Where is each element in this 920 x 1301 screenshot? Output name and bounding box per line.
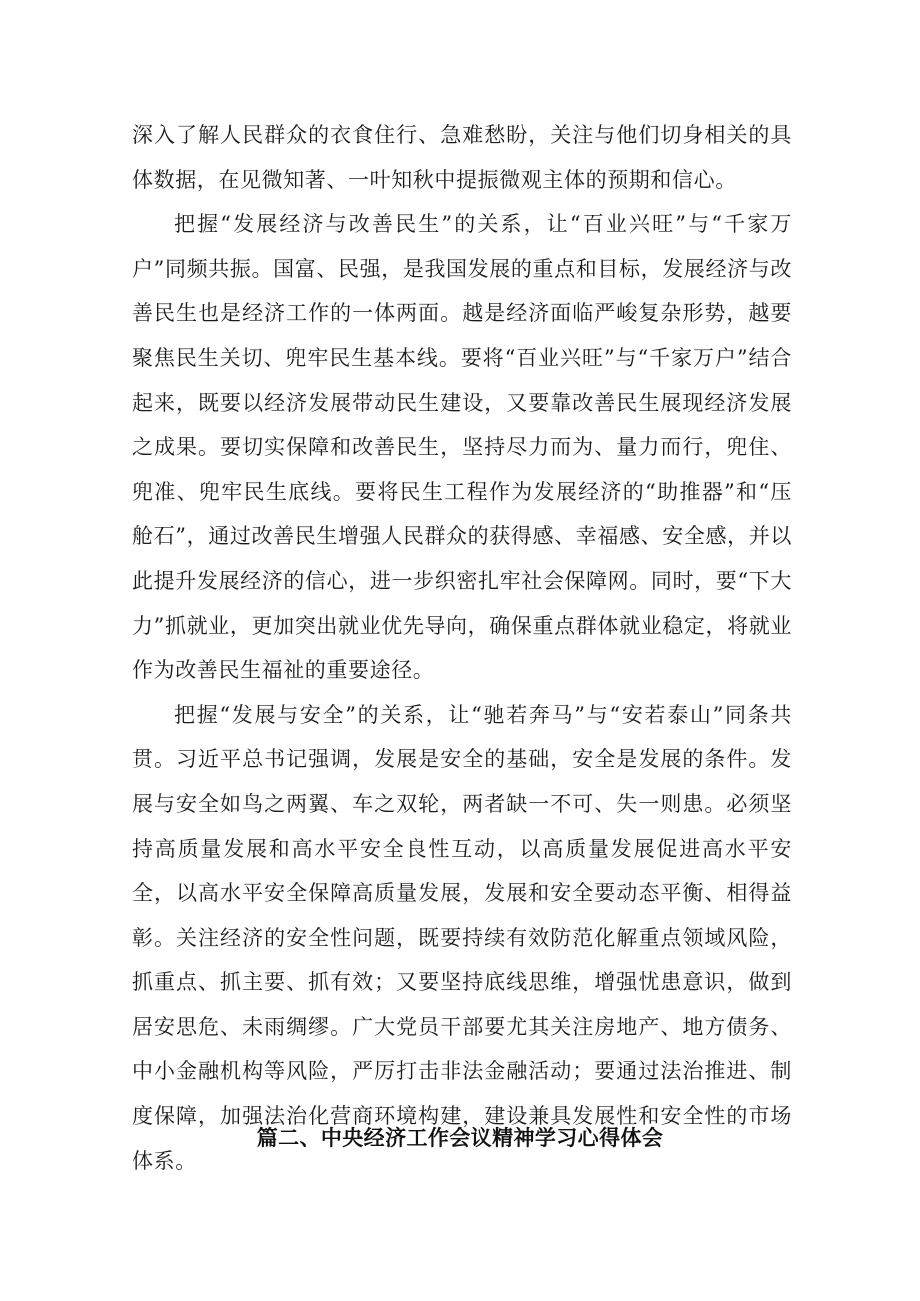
paragraph-development-security: 把握“发展与安全”的关系，让“驰若奔马”与“安若泰山”同条共贯。习近平总书记强调，发展是安全的基础，安全是发展的条件。发展与安全如鸟之两翼、车之双轮，两者缺一不可、失一则患。必须坚持高质量发展和高水平安全良性互动，以高质量发展促进高水平安全，以高水平安全保障高质量发展，发展和安全要动态平衡、相得益彰。关注经济的安全性问题，既要持续有效防范化解重点领域风险，抓重点、抓主要、抓有效；又要坚持底线思维，增强忧患意识，做到居安思危、未雨绸缪。广大党员干部要尤其关注房地产、地方债务、中小金融机构等风险，严厉打击非法金融活动；要通过法治推进、制度保障，加强法治化营商环境构建，建设兼具发展性和安全性的市场体系。 (132, 702, 792, 1173)
section-heading: 篇二、中央经济工作会议精神学习心得体会 (256, 1126, 664, 1150)
paragraph-continuation: 深入了解人民群众的衣食住行、急难愁盼，关注与他们切身相关的具体数据，在见微知著、一叶知秋中提振微观主体的预期和信心。 (132, 123, 792, 192)
paragraph-economy-livelihood: 把握“发展经济与改善民生”的关系，让“百业兴旺”与“千家万户”同频共振。国富、民强，是我国发展的重点和目标，发展经济与改善民生也是经济工作的一体两面。越是经济面临严峻复杂形势，越要聚焦民生关切、兜牢民生基本线。要将“百业兴旺”与“千家万户”结合起来，既要以经济发展带动民生建设，又要靠改善民生展现经济发展之成果。要切实保障和改善民生，坚持尽力而为、量力而行，兜住、兜准、兜牢民生底线。要将民生工程作为发展经济的“助推器”和“压舱石”，通过改善民生增强人民群众的获得感、幸福感、安全感，并以此提升发展经济的信心，进一步织密扎牢社会保障网。同时，要“下大力”抓就业，更加突出就业优先导向，确保重点群体就业稳定，将就业作为改善民生福祉的重要途径。 (132, 212, 792, 683)
document-body (132, 113, 792, 1183)
